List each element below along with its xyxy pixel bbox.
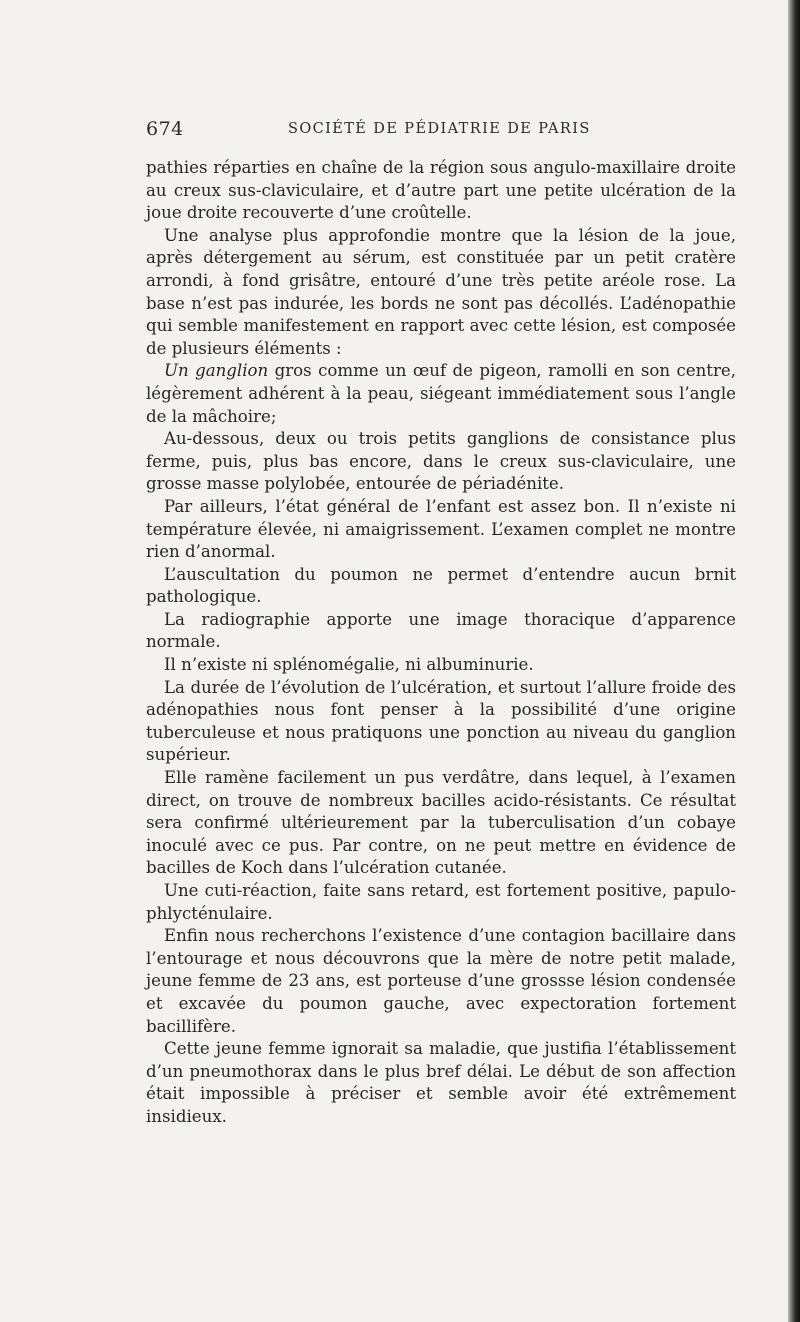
page-edge-shadow bbox=[788, 0, 800, 1322]
paragraph: Une analyse plus approfondie montre que la lésion de la joue, après détergement au sérum, est constituée par un petit cratère arrondi, à fond grisâtre, entouré d’une très petite aréole rose. La base n’est pas indurée, les bords ne sont pas décollés. L’adénopathie qui semble manifestement en rapport avec cette lésion, est composée de plusieurs éléments : bbox=[146, 225, 736, 358]
paragraph: pathies réparties en chaîne de la région sous angulo-maxillaire droite au creux sus-claviculaire, et d’autre part une petite ulcération de la joue droite recouverte d’une croûtelle. bbox=[146, 158, 736, 223]
page-number: 674 bbox=[146, 118, 184, 140]
paragraph-text: gros comme un œuf de pigeon, ramolli en son centre, légèrement adhérent à la peau, siégeant immédiatement sous l’angle de la mâchoire; bbox=[146, 361, 736, 426]
body-text bbox=[146, 157, 736, 1129]
paragraph: Enfin nous recherchons l’existence d’une contagion bacillaire dans l’entourage et nous découvrons que la mère de notre petit malade, jeune femme de 23 ans, est porteuse d’une grossse lésion condensée et excavée du poumon gauche, avec expectoration fortement bacillifère. bbox=[146, 926, 736, 1036]
paragraph: La durée de l’évolution de l’ulcération, et surtout l’allure froide des adénopathies nous font penser à la possibilité d’une origine tuberculeuse et nous pratiquons une ponction au niveau du ganglion supérieur. bbox=[146, 677, 736, 765]
paragraph: Une cuti-réaction, faite sans retard, est fortement positive, papulo-phlycténulaire. bbox=[146, 881, 736, 923]
paragraph: Elle ramène facilement un pus verdâtre, dans lequel, à l’examen direct, on trouve de nombreux bacilles acido-résistants. Ce résultat sera confirmé ultérieurement par la tuberculisation d’un cobaye inoculé avec ce pus. Par contre, on ne peut mettre en évidence de bacilles de Koch dans l’ulcération cutanée. bbox=[146, 768, 736, 878]
paragraph: Au-dessous, deux ou trois petits ganglions de consistance plus ferme, puis, plus bas encore, dans le creux sus-claviculaire, une grosse masse polylobée, entourée de périadénite. bbox=[146, 429, 736, 494]
paragraph: La radiographie apporte une image thoracique d’apparence normale. bbox=[146, 609, 736, 652]
paragraph: Cette jeune femme ignorait sa maladie, que justifia l’établissement d’un pneumothorax dans le plus bref délai. Le début de son affection était impossible à préciser et semble avoir été extrêmement insidieux. bbox=[146, 1039, 736, 1126]
paragraph bbox=[146, 360, 736, 428]
italic-phrase: Un ganglion bbox=[164, 361, 269, 381]
page-header bbox=[146, 118, 736, 144]
paragraph: Il n’existe ni splénomégalie, ni albuminurie. bbox=[164, 655, 534, 675]
running-head: SOCIÉTÉ DE PÉDIATRIE DE PARIS bbox=[288, 121, 591, 137]
paragraph: L’auscultation du poumon ne permet d’entendre aucun brnit pathologique. bbox=[146, 564, 736, 607]
paragraph: Par ailleurs, l’état général de l’enfant est assez bon. Il n’existe ni température élevée, ni amaigrissement. L’examen complet ne montre rien d’anormal. bbox=[146, 496, 736, 562]
